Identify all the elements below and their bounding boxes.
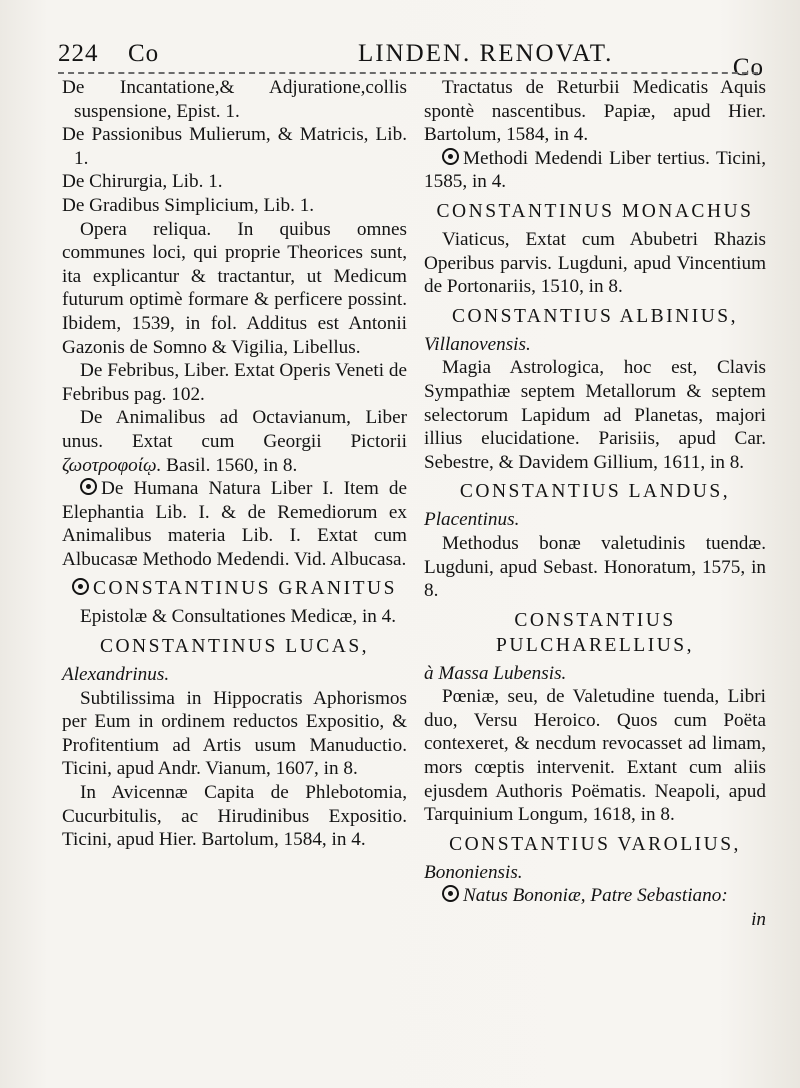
entry-text: In Avicennæ Capita de Phlebotomia, Cucurbitulis, ac Hirudinibus Expositio. Ticini, apud Hier. Bartolum, 1584, in 4. [62,782,407,851]
author-origin [424,662,766,686]
author-heading [62,576,407,601]
entry-text [424,147,766,194]
entry-text-part: Basil. 1560, in 8. [166,454,298,476]
entry-text: De Gradibus Simplicium, Lib. 1. [62,194,315,216]
author-heading: CONSTANTIUS VAROLIUS, [449,833,741,855]
author-origin: Villanovensis. [424,333,531,355]
greek-word: ζωοτροφοίῳ. [62,454,162,476]
page-number: 224 [58,40,99,67]
entry-text: Opera reliqua. In quibus omnes communes loci, qui proprie Theorices sunt, ita explicantur & tractantur, ut Medicum futurum optimè formare & perficere possint. Ibidem, 1539, in fol. Additus est Antonii Gazonis de Somno & Vigilia, Libellus. [62,218,407,358]
target-mark-icon [72,578,89,595]
left-column [62,76,407,852]
author-heading: CONSTANTINUS LUCAS, [99,636,370,658]
author-heading: CONSTANTINUS MONACHUS [436,200,754,222]
entry-text: De Chirurgia, Lib. 1. [62,171,223,193]
author-heading: CONSTANTIUS ALBINIUS, [451,305,739,327]
entry-text: De Incantatione,& Adjuratione,collis suspensione, Epist. 1. [62,77,407,122]
entry-text: De Febribus, Liber. Extat Operis Veneti de Febribus pag. 102. [62,360,407,405]
entry-text-part: De Animalibus ad Octavianum, Liber unus. Extat cum Georgii Pictorii [62,407,407,452]
author-heading: CONSTANTIUS LANDUS, [459,481,731,503]
header-rule [58,72,758,74]
author-origin: Alexandrinus. [62,664,170,686]
entry-text [62,406,407,477]
entry-text-part: Methodi Medendi Liber tertius. Ticini, 1585, in 4. [424,147,766,193]
entry-text: Epistolæ & Consultationes Medicæ, in 4. [80,606,397,628]
entry-text-part: Natus Bononiæ, Patre Sebastiano: [463,885,728,907]
page-header [58,40,764,81]
entry-text: Pœniæ, seu, de Valetudine tuenda, Libri duo, Versu Heroico. Quos cum Poëta contexeret, & necdum revocasset ad limam, mors cœptis intervenit. Extant cum aliis ejusdem Authoris Poëmatis. Neapoli, apud Tarquinium Longum, 1618, in 8. [424,686,766,826]
right-column [424,76,766,932]
entry-text: Magia Astrologica, hoc est, Clavis Sympathiæ septem Metallorum & septem selectorum Lapidum ad Planetas, majori illius elucidatione. Parisiis, apud Car. Sebestre, & Davidem Gillium, 1611, in 8. [424,357,766,473]
header-catchword-left: Co [128,40,160,67]
entry-text: De Passionibus Mulierum, & Matricis, Lib. 1. [62,124,407,169]
author-origin: Placentinus. [424,509,520,531]
entry-text-part: De Humana Natura Liber I. Item de Elephantia Lib. I. & de Remediorum ex Animalibus materia Lib. I. Extat cum Albucasæ Methodo Medendi. Vid. Albucasa. [62,478,407,570]
author-origin: Bononiensis. [424,861,523,883]
author-origin-part: Lubensis. [493,662,567,684]
target-mark-icon [80,478,97,495]
entry-text: Viaticus, Extat cum Abubetri Rhazis Operibus parvis. Lugduni, apud Vincentium de Portonariis, 1510, in 8. [424,228,766,298]
target-mark-icon [442,885,459,902]
entry-text: Tractatus de Returbii Medicatis Aquis spontè nascentibus. Papiæ, apud Hier. Bartolum, 1584, in 4. [424,77,766,146]
entry-text: Subtilissima in Hippocratis Aphorismos per Eum in ordinem reductos Expositio, & Profitentium ad Artis usum Manuductio. Ticini, apud Andr. Vianum, 1607, in 8. [62,687,407,780]
author-name: CONSTANTINUS GRANITUS [93,578,397,600]
entry-text [424,884,766,908]
header-catchword-right: Co [732,54,764,81]
entry-text: Methodus bonæ valetudinis tuendæ. Lugduni, apud Sebast. Honoratum, 1575, in 8. [424,532,766,602]
entry-text [62,477,407,571]
author-origin-part: à Massa [424,662,489,684]
target-mark-icon [442,148,459,165]
author-heading: CONSTANTIUS PULCHARELLIUS, [495,609,695,656]
running-title: LINDEN. RENOVAT. [358,40,614,67]
catchword: in [751,909,766,931]
